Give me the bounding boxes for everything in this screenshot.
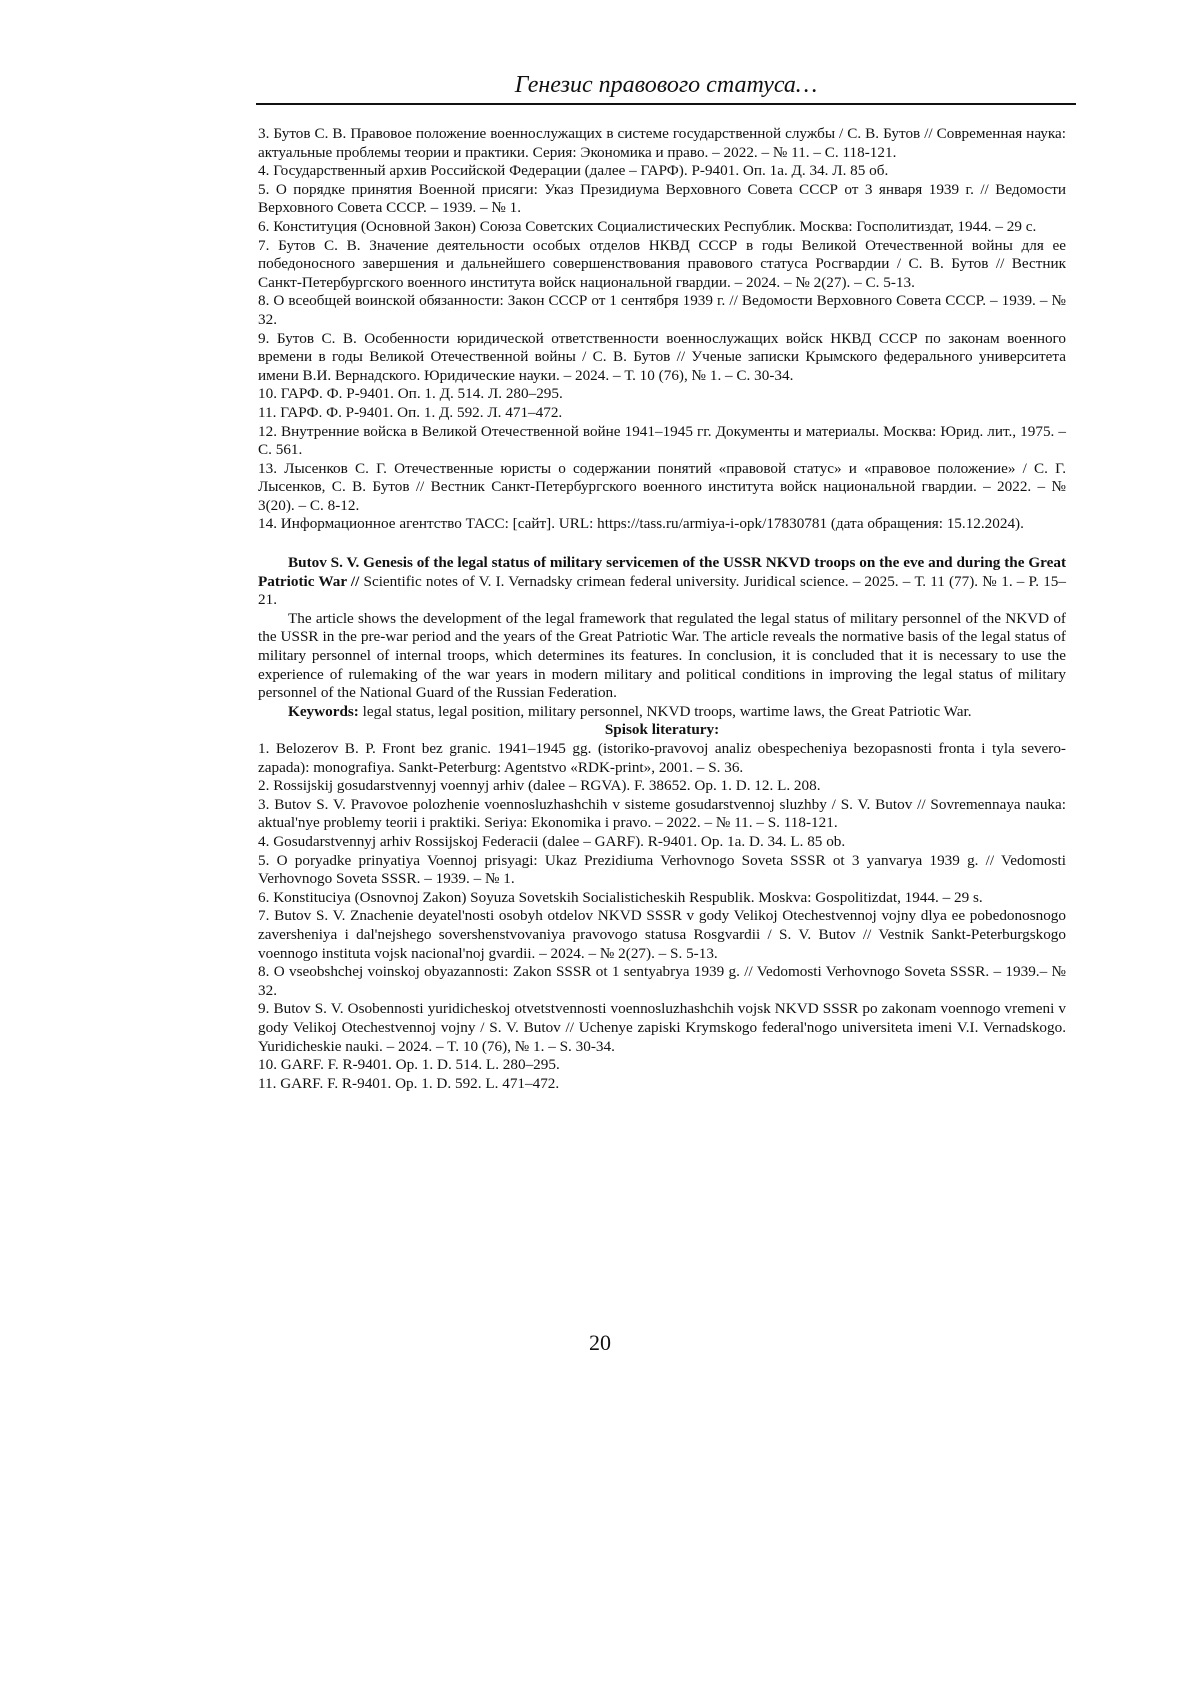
reference-item: 8. O vseobshchej voinskoj obyazannosti: Zakon SSSR ot 1 sentyabrya 1939 g. // Vedomosti Verhovnogo Soveta SSSR. – 1939.– № 32. <box>258 963 1066 999</box>
keywords <box>258 703 1066 722</box>
reference-item: 2. Rossijskij gosudarstvennyj voennyj arhiv (dalee – RGVA). F. 38652. Op. 1. D. 12. L. 208. <box>258 777 821 795</box>
page-body <box>258 125 1066 1093</box>
reference-item: 7. Бутов С. В. Значение деятельности особых отделов НКВД СССР в годы Великой Отечественной войны для ее победоносного завершения и дальнейшего совершенствования правового статуса Росгвардии / С. В. Бутов // Вестник Санкт-Петербургского военного института войск национальной гвардии. – 2024. – № 2(27). – С. 5-13. <box>258 236 1066 291</box>
reference-item: 3. Бутов С. В. Правовое положение военнослужащих в системе государственной службы / С. В. Бутов // Современная наука: актуальные проблемы теории и практики. Серия: Экономика и право. – 2022. – № 11. – С. 118-121. <box>258 125 1066 161</box>
english-abstract <box>258 554 1066 721</box>
abstract-source: Scientific notes of V. I. Vernadsky crimean federal university. Juridical science. – 2025. – Т. 11 (77). № 1. – P. 15–21. <box>258 572 1066 609</box>
abstract-body: The article shows the development of the legal framework that regulated the legal status of military personnel of the NKVD of the USSR in the pre-war period and the years of the Great Patriotic War. The article reveals the normative basis of the legal status of military personnel of internal troops, which determines its features. In conclusion, it is concluded that it is necessary to use the experience of rulemaking of the war years in modern military and political conditions in improving the legal status of military personnel of the National Guard of the Russian Federation. <box>258 609 1066 702</box>
abstract-title: Butov S. V. Genesis of the legal status of military servicemen of the USSR NKVD troops on the eve and during the Great Patriotic War // <box>258 554 1066 590</box>
references-ru <box>258 125 1066 534</box>
header-rule <box>256 103 1076 105</box>
reference-item: 7. Butov S. V. Znachenie deyatel'nosti osobyh otdelov NKVD SSSR v gody Velikoj Otechestvennoj vojny dlya ee pobedonosnogo zavershenіya i dal'nejshego sovershenstvovaniya pravovogo statusa Rosgvardii / S. V. Butov // Vestnik Sankt-Peterburgskogo voennogo instituta vojsk nacional'noj gvardii. – 2024. – № 2(27). – S. 5-13. <box>258 907 1066 962</box>
reference-item: 13. Лысенков С. Г. Отечественные юристы о содержании понятий «правовой статус» и «правовое положение» / С. Г. Лысенков, С. В. Бутов // Вестник Санкт-Петербургского военного института войск национальной гвардии. – 2022. – № 3(20). – С. 8-12. <box>258 459 1066 514</box>
reference-item: 5. O poryadke prinyatiya Voennoj prisyagi: Ukaz Prezidiuma Verhovnogo Soveta SSSR ot 3 yanvarya 1939 g. // Vedomosti Verhovnogo Soveta SSSR. – 1939. – № 1. <box>258 851 1066 888</box>
reference-item: 4. Государственный архив Российской Федерации (далее – ГАРФ). Р-9401. Оп. 1а. Д. 34. Л. 85 об. <box>258 162 889 180</box>
reference-item: 12. Внутренние войска в Великой Отечественной войне 1941–1945 гг. Документы и материалы. Москва: Юрид. лит., 1975. – С. 561. <box>258 422 1066 459</box>
reference-item: 10. GARF. F. R-9401. Op. 1. D. 514. L. 280–295. <box>258 1056 560 1074</box>
reference-item: 9. Бутов С. В. Особенности юридической ответственности военнослужащих войск НКВД СССР по законам военного времени в годы Великой Отечественной войны / С. В. Бутов // Ученые записки Крымского федерального университета имени В.И. Вернадского. Юридические науки. – 2024. – Т. 10 (76), № 1. – С. 30-34. <box>258 329 1066 384</box>
reference-item: 11. GARF. F. R-9401. Op. 1. D. 592. L. 471–472. <box>258 1074 560 1092</box>
reference-item: 4. Gosudarstvennyj arhiv Rossijskoj Federacii (dalee – GARF). R-9401. Op. 1a. D. 34. L. 85 ob. <box>258 832 846 850</box>
reference-item: 1. Belozerov B. P. Front bez granic. 1941–1945 gg. (istoriko-pravovoj analiz obespecheniya bezopasnosti fronta i tyla severo-zapada): monografiya. Sankt-Peterburg: Agentstvo «RDK-print», 2001. – S. 36. <box>258 740 1066 776</box>
bibliography-heading: Spisok literatury: <box>604 721 720 739</box>
reference-item: 5. О порядке принятия Военной присяги: Указ Президиума Верховного Совета СССР от 3 января 1939 г. // Ведомости Верховного Совета СССР. – 1939. – № 1. <box>258 180 1066 217</box>
reference-item: 6. Конституция (Основной Закон) Союза Советских Социалистических Республик. Москва: Госполитиздат, 1944. – 29 с. <box>258 217 1037 235</box>
keywords-label: Keywords: <box>288 702 359 720</box>
reference-item: 11. ГАРФ. Ф. Р-9401. Оп. 1. Д. 592. Л. 471–472. <box>258 403 563 421</box>
abstract-citation <box>258 554 1066 610</box>
reference-item: 8. О всеобщей воинской обязанности: Закон СССР от 1 сентября 1939 г. // Ведомости Верховного Совета СССР. – 1939. – № 32. <box>258 292 1066 328</box>
reference-item: 14. Информационное агентство ТАСС: [сайт]. URL: https://tass.ru/armiya-i-opk/17830781 (дата обращения: 15.12.2024). <box>258 515 1024 533</box>
reference-item: 9. Butov S. V. Osobennosti yuridicheskoj otvetstvennosti voennosluzhashchih vojsk NKVD SSSR po zakonam voennogo vremeni v gody Velikoj Otechestvennoj vojny / S. V. Butov // Uchenye zapiski Krymskogo federal'nogo universiteta imeni V.I. Vernadskogo. Yuridicheskie nauki. – 2024. – T. 10 (76), № 1. – S. 30-34. <box>258 1000 1066 1055</box>
reference-item: 3. Butov S. V. Pravovoe polozhenie voennosluzhashchih v sisteme gosudarstvennoj sluzhby / S. V. Butov // Sovremennaya nauka: aktual'nye problemy teorii i praktiki. Seriya: Ekonomika i pravo. – 2022. – № 11. – S. 118-121. <box>258 795 1066 832</box>
reference-item: 10. ГАРФ. Ф. Р-9401. Оп. 1. Д. 514. Л. 280–295. <box>258 385 563 403</box>
running-head: Генезис правового статуса… <box>514 72 818 98</box>
keywords-list: legal status, legal position, military personnel, NKVD troops, wartime laws, the Great Patriotic War. <box>358 702 972 720</box>
references-translit <box>258 740 1066 1093</box>
reference-item: 6. Konstituciya (Osnovnoj Zakon) Soyuza Sovetskih Socialisticheskih Respublik. Moskva: Gospolitizdat, 1944. – 29 s. <box>258 888 983 906</box>
page-number: 20 <box>589 1330 611 1355</box>
